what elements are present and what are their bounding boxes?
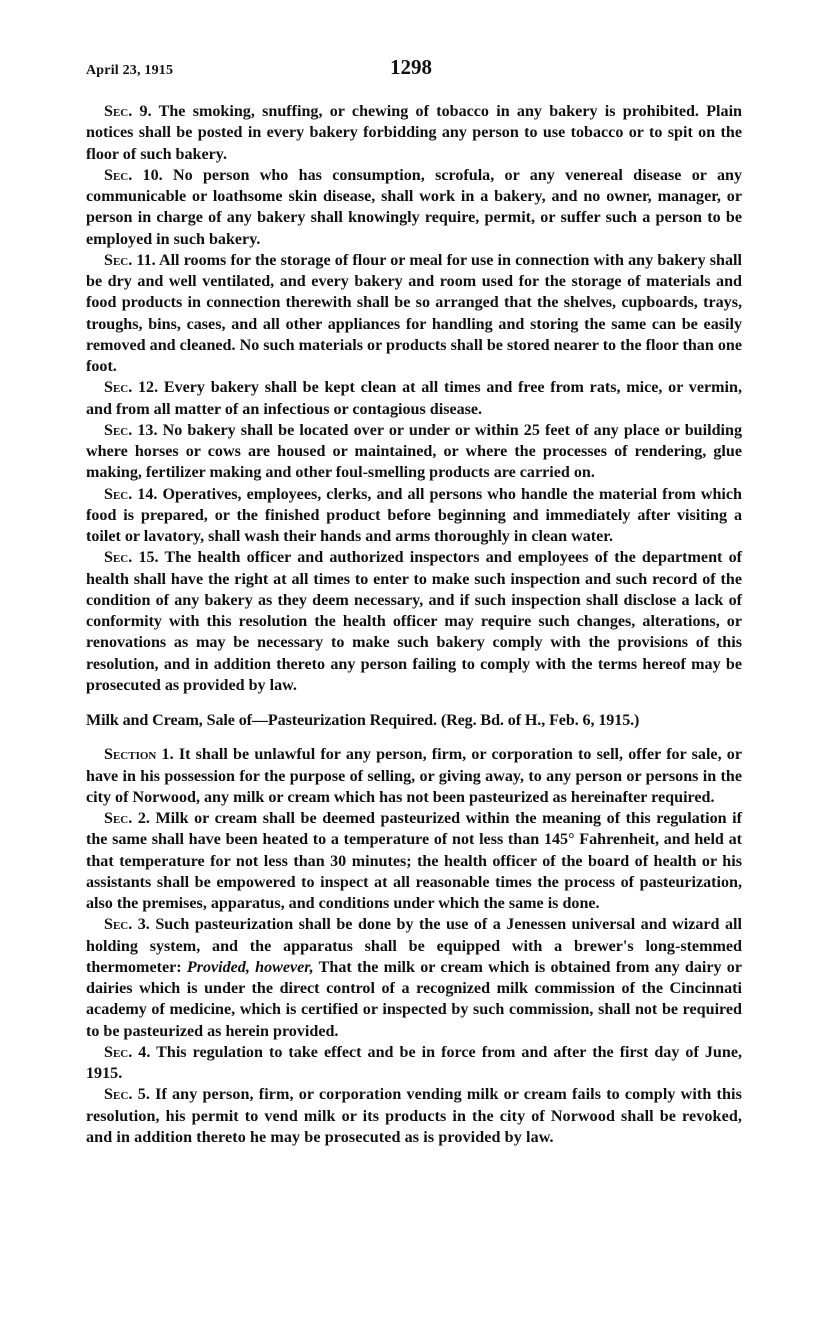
bakery-section-15 xyxy=(86,547,742,696)
section-text: Milk or cream shall be deemed pasteurized within the meaning of this regulation if the same shall have been heated to a temperature of not less than 145° Fahrenheit, and held at that temperature for not less than 30 minutes; the health officer of the board of health or his assistants shall be empowered to inspect at all reasonable times the process of pasteurization, also the premises, apparatus, and conditions under which the same is done. xyxy=(86,810,742,912)
milk-section-4 xyxy=(86,1042,742,1085)
page-body xyxy=(86,101,742,1148)
section-text: The smoking, snuffing, or chewing of tobacco in any bakery is prohibited. Plain notices shall be posted in every bakery forbidding any person to use tobacco or to spit on the floor of such bakery. xyxy=(86,103,742,163)
bakery-section-10 xyxy=(86,165,742,250)
bakery-section-12 xyxy=(86,377,742,420)
section-text: The health officer and authorized inspectors and employees of the department of health shall have the right at all times to enter to make such inspection and such record of the condition of any bakery as they deem necessary, and if such inspection shall disclose a lack of conformity with this resolution the health officer may require such changes, alterations, or renovations as may be necessary to make such bakery comply with the provisions of this resolution, and in addition thereto any person failing to comply with the terms hereof may be prosecuted as provided by law. xyxy=(86,549,742,694)
section-text: Such pasteurization shall be done by the use of a Jenessen universal and wizard all holding system, and the apparatus shall be equipped with a brewer's long-stemmed thermometer: xyxy=(86,916,742,976)
section-label: Sec. 11. xyxy=(104,251,156,269)
section-label: Sec. 4. xyxy=(104,1043,151,1061)
section-label: Sec. 13. xyxy=(104,421,158,439)
milk-regulation-heading: Milk and Cream, Sale of—Pasteurization Required. (Reg. Bd. of H., Feb. 6, 1915.) xyxy=(86,712,640,729)
section-label: Sec. 14. xyxy=(104,485,158,503)
section-text: This regulation to take effect and be in force from and after the first day of June, 1915. xyxy=(86,1043,742,1082)
section-text: No person who has consumption, scrofula, or any venereal disease or any communicable or loathsome skin disease, shall work in a bakery, and no owner, manager, or person in charge of any bakery shall knowingly require, permit, or suffer such a person to be employed in such bakery. xyxy=(86,166,742,248)
section-label: Sec. 3. xyxy=(104,916,150,934)
proviso-text: Provided, however, xyxy=(186,958,314,976)
section-text: All rooms for the storage of flour or meal for use in connection with any bakery shall be dry and well ventilated, and every bakery and room used for the storage of materials and food products in connection therewith shall be so arranged that the shelves, cupboards, trays, troughs, bins, cases, and all other appliances for handling and storing the same can be easily removed and cleaned. No such materials or products shall be stored nearer to the floor than one foot. xyxy=(86,251,742,375)
bakery-section-13 xyxy=(86,420,742,484)
milk-section-5 xyxy=(86,1084,742,1148)
section-label: Sec. 10. xyxy=(104,166,163,184)
section-text: Operatives, employees, clerks, and all persons who handle the material from which food is prepared, or the finished product before beginning and immediately after visiting a toilet or lavatory, shall wash their hands and arms thoroughly in clean water. xyxy=(86,485,742,545)
milk-section-1 xyxy=(86,744,742,808)
section-label: Sec. 9. xyxy=(104,103,152,120)
section-text: It shall be unlawful for any person, firm, or corporation to sell, offer for sale, or have in his possession for the purpose of selling, or giving away, to any person or persons in the city of Norwood, any milk or cream which has not been pasteurized as hereinafter required. xyxy=(86,746,742,806)
milk-section-2 xyxy=(86,808,742,914)
section-label: Section 1. xyxy=(104,746,174,764)
section-label: Sec. 12. xyxy=(104,379,159,397)
section-text: No bakery shall be located over or under or within 25 feet of any place or building where horses or cows are housed or maintained, or where the processes of rendering, glue making, fertilizer making and other foul-smelling products are carried on. xyxy=(86,421,742,482)
section-label: Sec. 5. xyxy=(104,1086,151,1104)
section-text: If any person, firm, or corporation vending milk or cream fails to comply with this resolution, his permit to vend milk or its products in the city of Norwood shall be revoked, and in addition thereto he may be prosecuted as is provided by law. xyxy=(86,1086,742,1146)
bakery-section-14 xyxy=(86,484,742,548)
milk-section-3 xyxy=(86,914,742,1042)
section-text: That the milk or cream which is obtained from any dairy or dairies which is under the direct control of a recognized milk commission of the Cincinnati academy of medicine, which is certified or inspected by such commission, shall not be required to be pasteurized as herein provided. xyxy=(86,958,742,1040)
bakery-section-9 xyxy=(86,101,742,165)
section-text: Every bakery shall be kept clean at all times and free from rats, mice, or vermin, and from all matter of an infectious or contagious disease. xyxy=(86,379,742,418)
bakery-section-11 xyxy=(86,250,742,378)
page-date: April 23, 1915 xyxy=(86,63,174,78)
page-number: 1298 xyxy=(390,55,432,79)
section-label: Sec. 15. xyxy=(104,549,159,567)
section-label: Sec. 2. xyxy=(104,810,150,827)
